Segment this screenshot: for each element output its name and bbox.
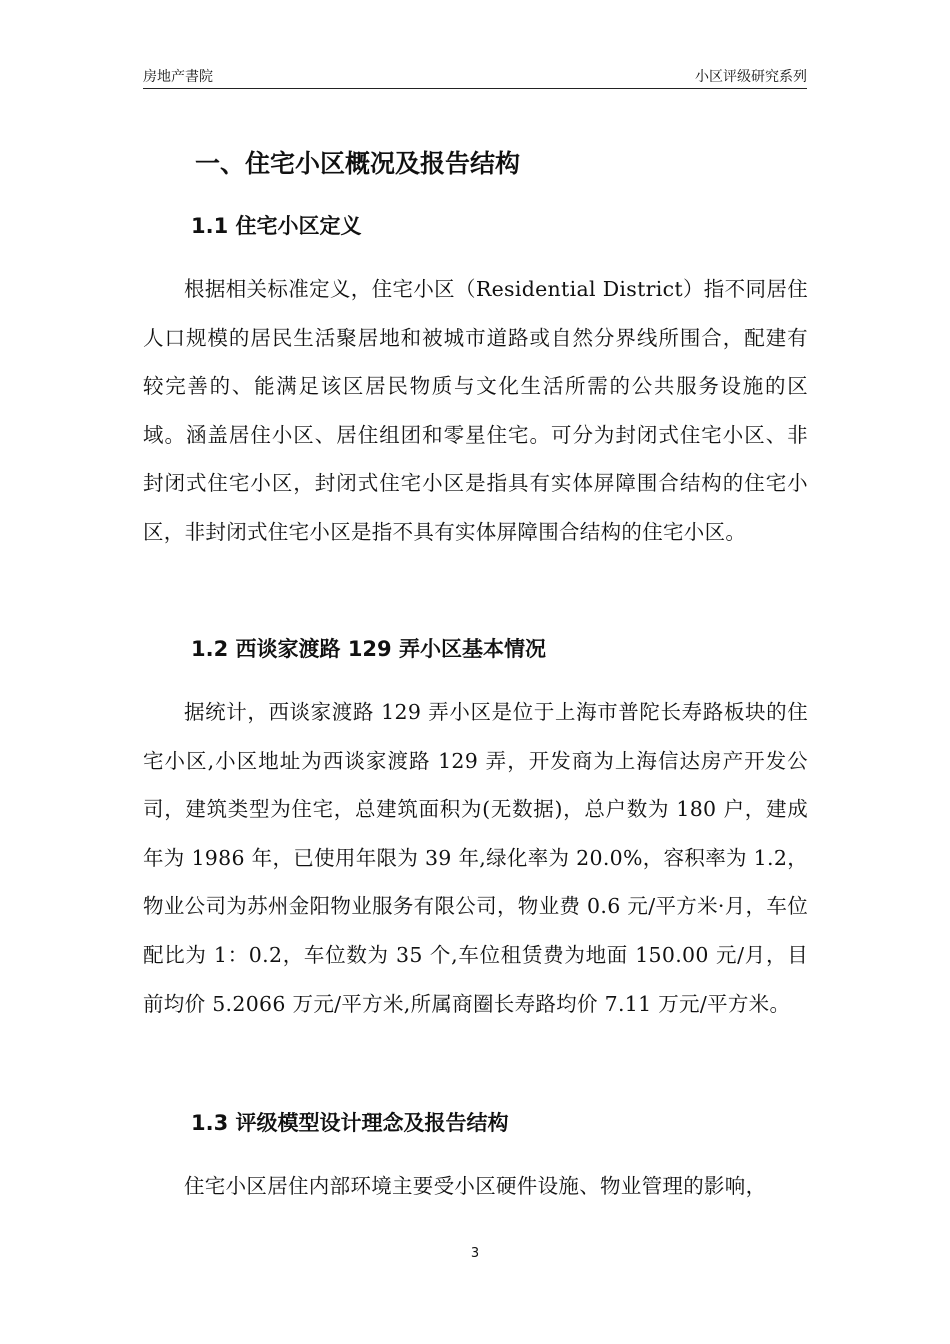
main-heading: 一、住宅小区概况及报告结构	[195, 149, 521, 178]
section-heading-1-1: 1.1 住宅小区定义	[191, 214, 362, 238]
section-1-3-paragraph: 住宅小区居住内部环境主要受小区硬件设施、物业管理的影响，	[184, 1174, 767, 1198]
header-series-title: 小区评级研究系列	[695, 69, 807, 85]
page-header	[143, 66, 807, 89]
section-heading-1-2: 1.2 西谈家渡路 129 弄小区基本情况	[191, 637, 546, 661]
page-number: 3	[470, 1246, 480, 1261]
section-1-2-paragraph: 据统计，西谈家渡路 129 弄小区是位于上海市普陀长寿路板块的住宅小区,小区地址为西谈家渡路 129 弄，开发商为上海信达房产开发公司，建筑类型为住宅，总建筑面积为(无数据)，总户数为 180 户，建成年为 1986 年，已使用年限为 39 年,绿化率为 20.0%，容积率为 1.2，物业公司为苏州金阳物业服务有限公司，物业费 0.6 元/平方米·月，车位配比为 1：0.2，车位数为 35 个,车位租赁费为地面 150.00 元/月，目前均价 5.2066 万元/平方米,所属商圈长寿路均价 7.11 万元/平方米。	[143, 700, 808, 1016]
section-1-1-paragraph: 根据相关标准定义，住宅小区（Residential District）指不同居住人口规模的居民生活聚居地和被城市道路或自然分界线所围合，配建有较完善的、能满足该区居民物质与文化生活所需的公共服务设施的区域。涵盖居住小区、居住组团和零星住宅。可分为封闭式住宅小区、非封闭式住宅小区，封闭式住宅小区是指具有实体屏障围合结构的住宅小区，非封闭式住宅小区是指不具有实体屏障围合结构的住宅小区。	[143, 277, 808, 544]
header-publisher: 房地产書院	[143, 69, 213, 85]
section-heading-1-3: 1.3 评级模型设计理念及报告结构	[191, 1111, 509, 1135]
